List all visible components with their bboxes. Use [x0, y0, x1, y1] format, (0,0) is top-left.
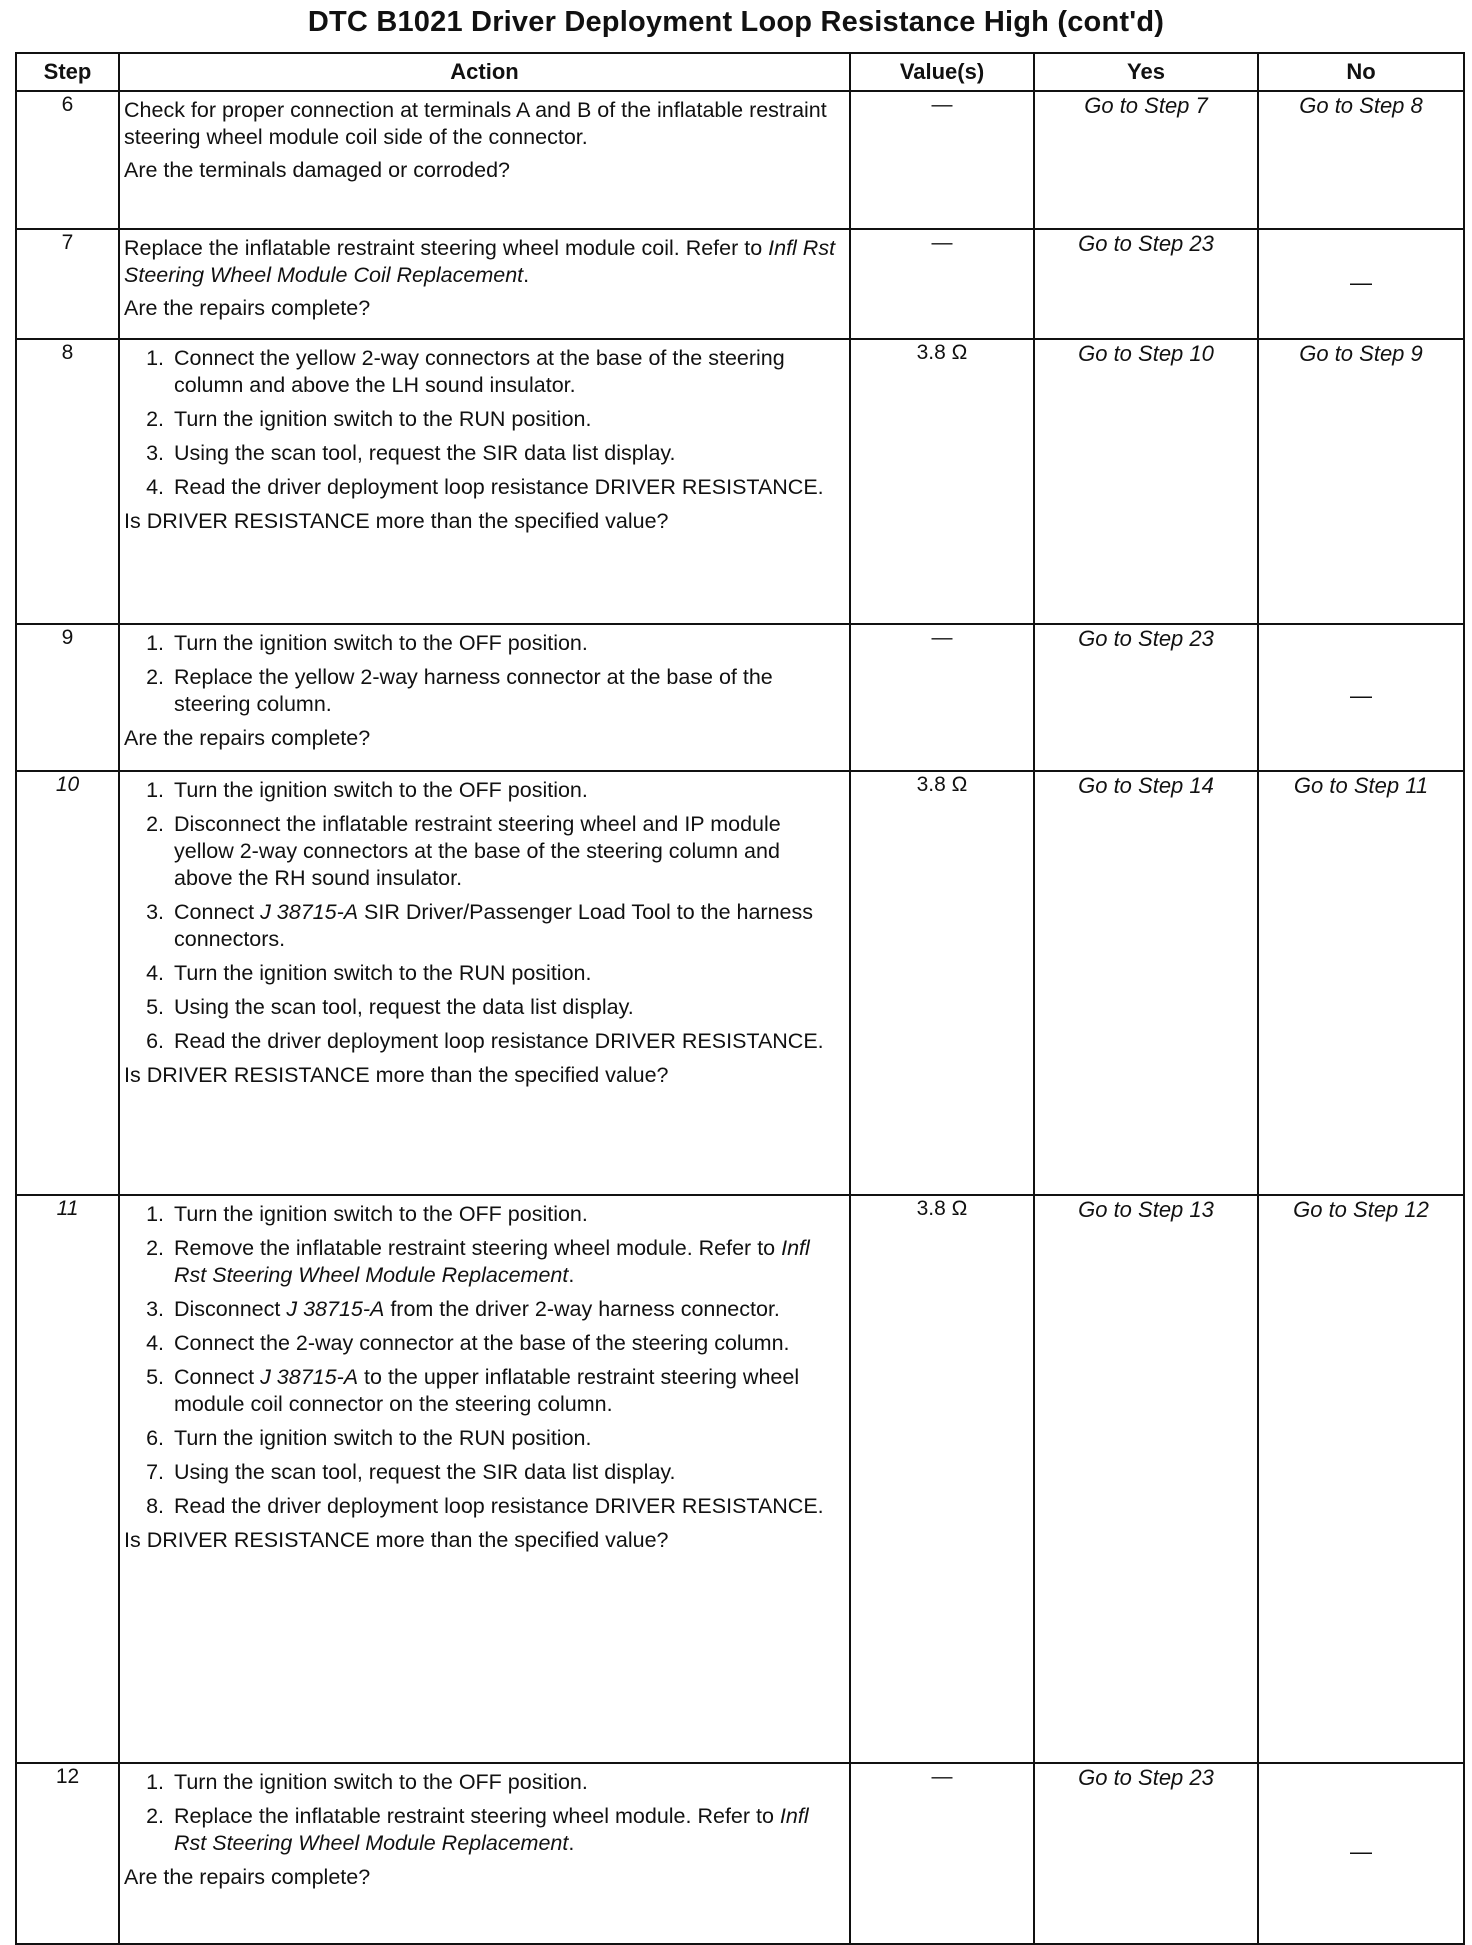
item-text-post: .	[568, 1263, 575, 1287]
action-text	[124, 235, 843, 289]
tool-reference: J 38715-A	[286, 1297, 385, 1321]
item-text	[174, 899, 843, 953]
table-row	[16, 1763, 1464, 1944]
table-row	[16, 624, 1464, 771]
item-number: 4.	[146, 475, 164, 499]
list-item	[124, 474, 843, 501]
item-text: Turn the ignition switch to the RUN position.	[174, 407, 592, 431]
value-cell: 3.8 Ω	[850, 1195, 1034, 1763]
table-header-row	[16, 53, 1464, 91]
item-number: 3.	[146, 900, 164, 924]
no-cell: —	[1258, 1763, 1464, 1944]
list-item	[124, 1425, 843, 1452]
list-item	[124, 664, 843, 718]
header-step: Step	[16, 53, 119, 91]
item-text-pre: Replace the inflatable restraint steering wheel module. Refer to	[174, 1804, 780, 1828]
table-row	[16, 1195, 1464, 1763]
no-cell: Go to Step 11	[1258, 771, 1464, 1195]
value-cell: —	[850, 1763, 1034, 1944]
item-number: 1.	[146, 346, 164, 370]
item-text: Read the driver deployment loop resistance DRIVER RESISTANCE.	[174, 1029, 824, 1053]
value-cell: —	[850, 229, 1034, 339]
action-question: Is DRIVER RESISTANCE more than the specified value?	[124, 509, 669, 533]
action-list	[124, 630, 843, 718]
item-text: Replace the yellow 2-way harness connector at the base of the steering column.	[174, 665, 773, 716]
action-cell	[119, 771, 850, 1195]
item-text: Disconnect the inflatable restraint steering wheel and IP module yellow 2-way connectors at the base of the steering column and above the RH sound insulator.	[174, 812, 781, 890]
item-number: 1.	[146, 1202, 164, 1226]
list-item	[124, 1201, 843, 1228]
item-number: 5.	[146, 1365, 164, 1389]
action-cell	[119, 91, 850, 229]
list-item	[124, 1459, 843, 1486]
table-row	[16, 339, 1464, 624]
no-cell: Go to Step 9	[1258, 339, 1464, 624]
item-text-post: to the upper inflatable restraint steering wheel module coil connector on the steering column.	[174, 1365, 800, 1416]
action-question: Are the repairs complete?	[124, 296, 371, 320]
list-item	[124, 777, 843, 804]
step-number: 10	[16, 771, 119, 1195]
item-number: 1.	[146, 1770, 164, 1794]
reference-link: Infl Rst Steering Wheel Module Replacement	[174, 1804, 809, 1855]
item-number: 6.	[146, 1029, 164, 1053]
list-item	[124, 960, 843, 987]
tool-reference: J 38715-A	[260, 900, 359, 924]
action-cell	[119, 229, 850, 339]
yes-cell: Go to Step 10	[1034, 339, 1258, 624]
table-row	[16, 229, 1464, 339]
yes-cell: Go to Step 13	[1034, 1195, 1258, 1763]
item-text	[174, 1803, 843, 1857]
item-number: 7.	[146, 1460, 164, 1484]
step-number: 7	[16, 229, 119, 339]
list-item	[124, 1296, 843, 1323]
step-number: 6	[16, 91, 119, 229]
list-item	[124, 899, 843, 953]
action-list	[124, 777, 843, 1055]
item-number: 2.	[146, 1804, 164, 1828]
item-text-pre: Remove the inflatable restraint steering wheel module. Refer to	[174, 1236, 782, 1260]
item-number: 2.	[146, 812, 164, 836]
action-cell	[119, 1763, 850, 1944]
item-number: 8.	[146, 1494, 164, 1518]
action-list	[124, 1769, 843, 1857]
item-number: 3.	[146, 1297, 164, 1321]
list-item	[124, 1493, 843, 1520]
list-item	[124, 994, 843, 1021]
action-question: Is DRIVER RESISTANCE more than the specified value?	[124, 1528, 669, 1552]
value-cell: 3.8 Ω	[850, 339, 1034, 624]
no-cell: —	[1258, 624, 1464, 771]
value-cell: —	[850, 91, 1034, 229]
yes-cell: Go to Step 23	[1034, 624, 1258, 771]
item-number: 4.	[146, 1331, 164, 1355]
no-cell: Go to Step 8	[1258, 91, 1464, 229]
item-number: 3.	[146, 441, 164, 465]
item-text-pre: Connect	[174, 900, 261, 924]
action-cell	[119, 1195, 850, 1763]
yes-cell: Go to Step 23	[1034, 229, 1258, 339]
action-list	[124, 1201, 843, 1520]
item-text: Turn the ignition switch to the OFF position.	[174, 1770, 588, 1794]
list-item	[124, 811, 843, 892]
item-text	[174, 1364, 843, 1418]
item-text: Read the driver deployment loop resistance DRIVER RESISTANCE.	[174, 475, 824, 499]
reference-link: Infl Rst Steering Wheel Module Replacement	[174, 1236, 810, 1287]
no-cell: —	[1258, 229, 1464, 339]
action-list	[124, 345, 843, 501]
action-question: Are the repairs complete?	[124, 726, 371, 750]
tool-reference: J 38715-A	[260, 1365, 359, 1389]
action-question: Is DRIVER RESISTANCE more than the specified value?	[124, 1063, 669, 1087]
action-question: Are the terminals damaged or corroded?	[124, 158, 511, 182]
item-number: 1.	[146, 778, 164, 802]
item-text: Using the scan tool, request the SIR data list display.	[174, 1460, 676, 1484]
list-item	[124, 406, 843, 433]
step-number: 8	[16, 339, 119, 624]
action-cell	[119, 339, 850, 624]
page-title: DTC B1021 Driver Deployment Loop Resistance High (cont'd)	[307, 6, 1165, 38]
item-text	[174, 1235, 843, 1289]
item-text: Connect the yellow 2-way connectors at the base of the steering column and above the LH sound insulator.	[174, 346, 785, 397]
list-item	[124, 630, 843, 657]
yes-cell: Go to Step 7	[1034, 91, 1258, 229]
action-text-a: Replace the inflatable restraint steering wheel module coil. Refer to	[124, 236, 769, 260]
item-number: 2.	[146, 407, 164, 431]
step-number: 11	[16, 1195, 119, 1763]
item-text-pre: Connect	[174, 1365, 261, 1389]
list-item	[124, 1803, 843, 1857]
item-text-post: from the driver 2-way harness connector.	[384, 1297, 780, 1321]
item-number: 2.	[146, 1236, 164, 1260]
item-text: Turn the ignition switch to the OFF position.	[174, 631, 588, 655]
list-item	[124, 1028, 843, 1055]
item-text: Turn the ignition switch to the OFF position.	[174, 778, 588, 802]
item-text: Read the driver deployment loop resistance DRIVER RESISTANCE.	[174, 1494, 824, 1518]
no-cell: Go to Step 12	[1258, 1195, 1464, 1763]
item-text: Turn the ignition switch to the OFF position.	[174, 1202, 588, 1226]
action-text: Check for proper connection at terminals A and B of the inflatable restraint steering wheel module coil side of the connector.	[124, 98, 827, 149]
value-cell: —	[850, 624, 1034, 771]
list-item	[124, 1330, 843, 1357]
item-text: Turn the ignition switch to the RUN position.	[174, 1426, 592, 1450]
item-text-pre: Disconnect	[174, 1297, 287, 1321]
list-item	[124, 1769, 843, 1796]
reference-link: Infl Rst Steering Wheel Module Coil Replacement	[124, 236, 836, 287]
item-text: Turn the ignition switch to the RUN position.	[174, 961, 592, 985]
yes-cell: Go to Step 14	[1034, 771, 1258, 1195]
table-row	[16, 771, 1464, 1195]
item-text: Connect the 2-way connector at the base of the steering column.	[174, 1331, 790, 1355]
diagnostic-table	[15, 52, 1465, 1945]
header-yes: Yes	[1034, 53, 1258, 91]
list-item	[124, 1364, 843, 1418]
list-item	[124, 345, 843, 399]
item-text	[174, 1296, 843, 1323]
yes-cell: Go to Step 23	[1034, 1763, 1258, 1944]
item-number: 2.	[146, 665, 164, 689]
step-number: 12	[16, 1763, 119, 1944]
table-row	[16, 91, 1464, 229]
header-values: Value(s)	[850, 53, 1034, 91]
header-no: No	[1258, 53, 1464, 91]
item-text: Using the scan tool, request the SIR data list display.	[174, 441, 676, 465]
item-text-post: .	[568, 1831, 575, 1855]
value-cell: 3.8 Ω	[850, 771, 1034, 1195]
list-item	[124, 440, 843, 467]
action-question: Are the repairs complete?	[124, 1865, 371, 1889]
list-item	[124, 1235, 843, 1289]
step-number: 9	[16, 624, 119, 771]
item-text-post: SIR Driver/Passenger Load Tool to the harness connectors.	[174, 900, 814, 951]
item-number: 1.	[146, 631, 164, 655]
header-action: Action	[119, 53, 850, 91]
action-text-b: .	[523, 263, 530, 287]
item-text: Using the scan tool, request the data list display.	[174, 995, 634, 1019]
item-number: 5.	[146, 995, 164, 1019]
action-cell	[119, 624, 850, 771]
item-number: 4.	[146, 961, 164, 985]
item-number: 6.	[146, 1426, 164, 1450]
